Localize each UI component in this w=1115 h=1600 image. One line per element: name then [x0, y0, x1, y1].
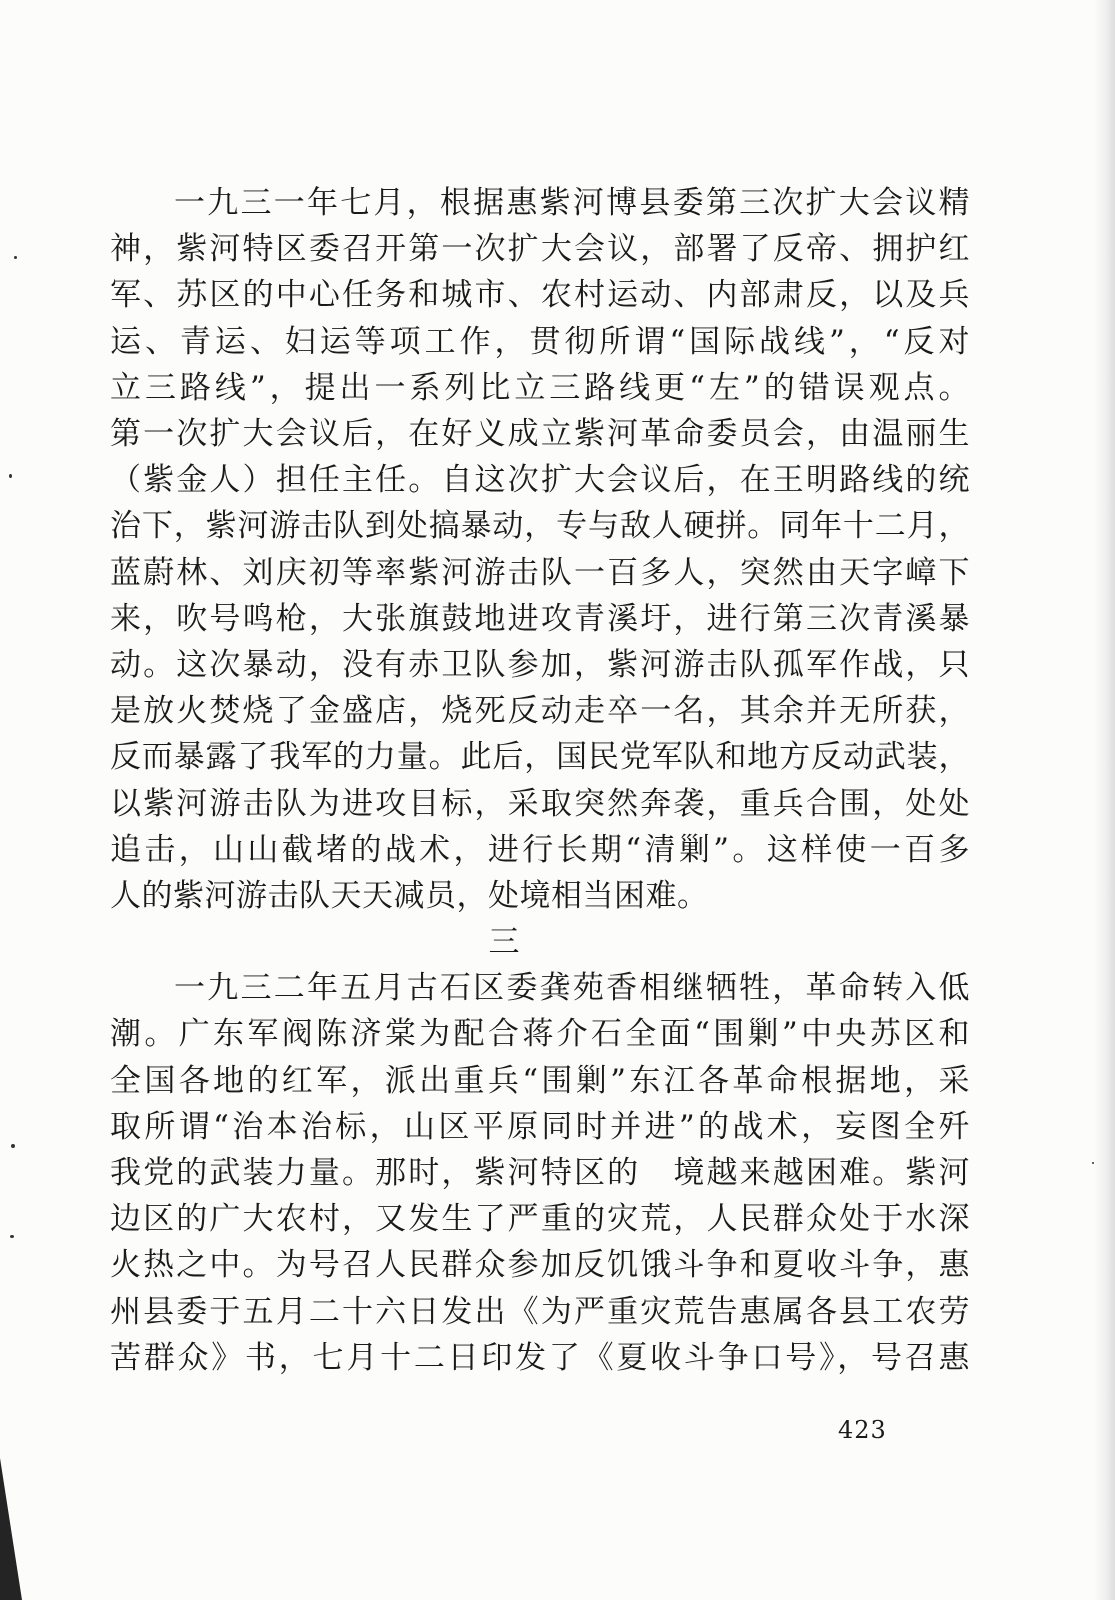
text-line: 以紫河游击队为进攻目标，采取突然奔袭，重兵合围，处处: [110, 785, 970, 822]
text-line: 边区的广大农村，又发生了严重的灾荒，人民群众处于水深: [110, 1201, 970, 1238]
text-line: 州县委于五月二十六日发出《为严重灾荒告惠属各县工农劳: [110, 1293, 970, 1330]
text-line: 立三路线”，提出一系列比立三路线更“左”的错误观点。: [110, 369, 970, 406]
page-edge-shadow: [1093, 0, 1115, 1600]
paragraph-1: [110, 180, 970, 919]
text-line: 第一次扩大会议后，在好义成立紫河革命委员会，由温丽生: [110, 416, 970, 453]
binding-shadow: [0, 1458, 22, 1600]
text-line: 追击，山山截堵的战术，进行长期“清剿”。这样使一百多: [110, 831, 970, 868]
text-line: 一九三二年五月古石区委龚苑香相继牺牲，革命转入低: [174, 970, 970, 1007]
text-line: 是放火焚烧了金盛店，烧死反动走卒一名，其余并无所获，: [110, 693, 970, 730]
scan-speck: [1092, 1162, 1094, 1164]
scan-speck: [11, 1144, 15, 1148]
scan-speck: [14, 256, 17, 259]
text-line: 来，吹号鸣枪，大张旗鼓地进攻青溪圩，进行第三次青溪暴: [110, 600, 970, 637]
scan-speck: [10, 1235, 14, 1238]
page-number: 423: [838, 1416, 887, 1444]
text-line: 反而暴露了我军的力量。此后，国民党军队和地方反动武装，: [110, 739, 970, 776]
text-line: 潮。广东军阀陈济棠为配合蒋介石全面“围剿”中央苏区和: [110, 1016, 970, 1053]
paragraph-2: [110, 965, 970, 1381]
text-line: 全国各地的红军，派出重兵“围剿”东江各革命根据地，采: [110, 1062, 970, 1099]
text-line: 火热之中。为号召人民群众参加反饥饿斗争和夏收斗争，惠: [110, 1247, 970, 1284]
text-line: 我党的武装力量。那时，紫河特区的 境越来越困难。紫河: [110, 1155, 970, 1192]
text-line: 人的紫河游击队天天减员，处境相当困难。: [110, 878, 709, 915]
text-line: （紫金人）担任主任。自这次扩大会议后，在王明路线的统: [110, 462, 970, 499]
text-line: 运、青运、妇运等项工作，贯彻所谓“国际战线”，“反对: [110, 323, 970, 360]
text-line: 一九三一年七月，根据惠紫河博县委第三次扩大会议精: [174, 185, 970, 221]
scan-speck: [9, 474, 12, 478]
text-line: 取所谓“治本治标，山区平原同时并进”的战术，妄图全歼: [110, 1108, 970, 1145]
body-text: [110, 180, 970, 1381]
text-line: 神，紫河特区委召开第一次扩大会议，部署了反帝、拥护红: [110, 231, 970, 268]
text-line: 蓝蔚林、刘庆初等率紫河游击队一百多人，突然由天字嶂下: [110, 554, 970, 591]
text-line: 动。这次暴动，没有赤卫队参加，紫河游击队孤军作战，只: [110, 647, 970, 684]
section-heading: 三: [488, 924, 520, 961]
text-line: 治下，紫河游击队到处搞暴动，专与敌人硬拼。同年十二月，: [110, 508, 970, 545]
text-line: 军、苏区的中心任务和城市、农村运动、内部肃反，以及兵: [110, 277, 970, 314]
text-line: 苦群众》书，七月十二日印发了《夏收斗争口号》，号召惠: [110, 1339, 970, 1376]
